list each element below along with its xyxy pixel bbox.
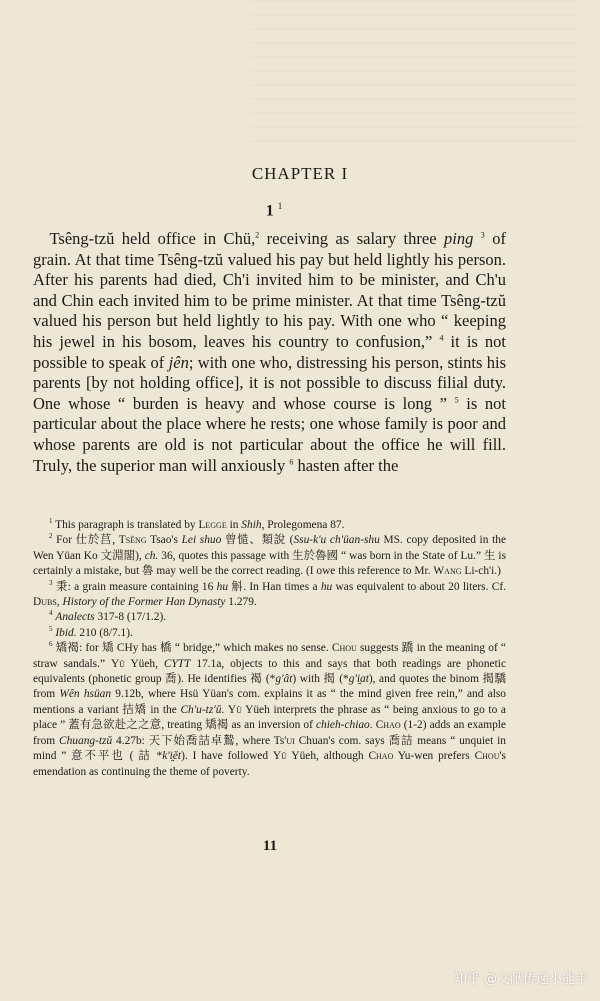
footnote-ref: 4 bbox=[439, 333, 444, 343]
watermark bbox=[454, 968, 588, 987]
footnotes bbox=[33, 518, 506, 780]
watermark-brand: 知乎 bbox=[453, 972, 480, 987]
body-text bbox=[33, 229, 506, 476]
watermark-handle: @文献传递小能手 bbox=[483, 972, 588, 987]
bleed-through-shadow bbox=[250, 0, 580, 150]
footnote-3: $^3$ 秉: a grain measure containing 16 hu 斛. In Han times a hu was equivalent to about 20 liters. Cf. Dubs, History of the Former Han Dynasty 1.279. bbox=[33, 578, 507, 609]
section-heading bbox=[0, 201, 548, 220]
footnote-ref: 3 bbox=[480, 230, 485, 240]
footnote-ref: 2 bbox=[255, 230, 260, 240]
footnote-4: $^4$ Analects 317-8 (17/1.2). bbox=[49, 609, 167, 624]
footnote-5: $^5$ Ibid. 210 (8/7.1). bbox=[49, 625, 133, 639]
section-footnote-ref: 1 bbox=[277, 201, 283, 211]
body-paragraph: Tsêng-tzŭ held office in Chü,$^2$ receiving as salary three ping $^3$ of grain. At that time Tsêng-tzŭ valued his pay but held lightly his person. After his parents had died, Ch'i invited him to be minister, and Ch'u and Chin each invited him to be prime minister. At that time Tsêng-tzŭ valued his person but held lightly to his pay. With one who “ keeping his jewel in his bosom, leaves his country to confusion,” $^4$ it is not possible to speak of jên; with one who, distressing his person, stints his parents [by not holding office], it is not possible to discuss filial duty. One whose “ burden is heavy and whose course is long ” $^5$ is not particular about the place where he rests; one whose family is poor and whose parents are old is not particular about the office he will fill. Truly, the superior man will anxiously $^6$ hasten after the bbox=[33, 229, 507, 475]
page-number: 11 bbox=[262, 838, 278, 854]
footnote-1: $^1$ This paragraph is translated by Legge in Shih, Prolegomena 87. bbox=[49, 517, 345, 531]
footnote-ref: 6 bbox=[289, 457, 294, 467]
footnote-2: $^2$ For 仕於莒, Tsêng Tsao's Lei shuo 曾慥、類說 (Ssu-k'u ch'üan-shu MS. copy deposited in the Wen Yüan Ko 文淵閣), ch. 36, quotes this passage with 生於魯國 “ was born in the State of Lu.” 生 is certainly a mistake, but 魯 may well be the correct reading. (I owe this reference to Mr. Wang Li-ch'i.) bbox=[33, 532, 506, 578]
footnote-6: $^6$ 矯褐: for 矯 CHy has 橋 “ bridge,” which makes no sense. Chou suggests 蹻 in the meaning of “ straw sandals.” Yü Yüeh, CYTT 17.1a, objects to this and says that both readings are phonetic equivalents (phonetic group 喬). He identifies 褐 (*g'ât) with 揭 (*g'i̯at), and quotes the binom 揭驕 from Wên hsüan 9.12b, where Hsü Yüan's com. explains it as “ the mind given free rein,” and also mentions a variant 拮矯 in the Ch'u-tz'ŭ. Yü Yüeh interprets the phrase as “ being anxious to go to a place ” 蓋有急欲赴之之意, treating 矯褐 as an inversion of chieh-chiao. Chao (1-2) adds an example from Chuang-tzŭ 4.27b: 天下始喬詰卓鷙, where Ts'ui Chuan's com. says 喬詰 means “ unquiet in mind ” 意不平也 ( 詰 *k'i̯ĕt). I have followed Yü Yüeh, although Chao Yu-wen prefers Chou's emendation as continuing the theme of poverty. bbox=[33, 640, 507, 778]
chapter-title: CHAPTER I bbox=[251, 164, 349, 183]
section-number: 1 bbox=[265, 202, 274, 220]
footnote-ref: 5 bbox=[454, 395, 459, 405]
